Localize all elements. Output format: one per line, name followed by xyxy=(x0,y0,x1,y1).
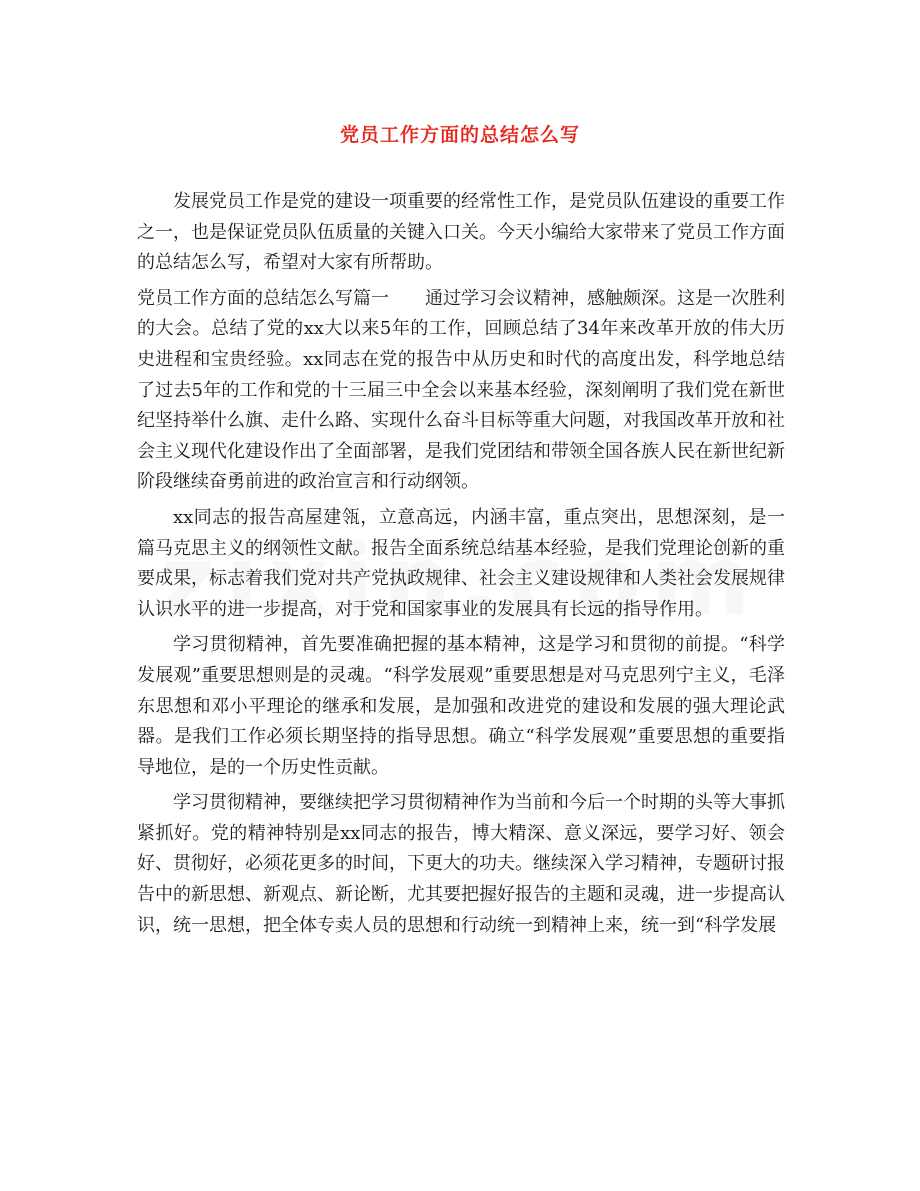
paragraph-intro: 发展党员工作是党的建设一项重要的经常性工作，是党员队伍建设的重要工作之一，也是保证党员队伍质量的关键入口关。今天小编给大家带来了党员工作方面的总结怎么写，希望对大家有所帮助。 xyxy=(137,191,785,274)
paragraph-continue-study: 学习贯彻精神，要继续把学习贯彻精神作为当前和今后一个时期的头等大事抓紧抓好。党的精神特别是xx同志的报告，博大精深、意义深远，要学习好、领会好、贯彻好，必须花更多的时间，下更大的功夫。继续深入学习精神，专题研讨报告中的新思想、新观点、新论断，尤其要把握好报告的主题和灵魂，进一步提高认识，统一思想，把全体专卖人员的思想和行动统一到精神上来，统一到“科学发展 xyxy=(137,792,785,936)
document-title: 党员工作方面的总结怎么写 xyxy=(339,124,580,146)
document-body xyxy=(137,187,785,941)
paragraph-section-one: 党员工作方面的总结怎么写篇一 通过学习会议精神，感触颇深。这是一次胜利的大会。总结了党的xx大以来5年的工作，回顾总结了34年来改革开放的伟大历史进程和宝贵经验。xx同志在党的报告中从历史和时代的高度出发，科学地总结了过去5年的工作和党的十三届三中全会以来基本经验，深刻阐明了我们党在新世纪坚持举什么旗、走什么路、实现什么奋斗目标等重大问题，对我国改革开放和社会主义现代化建设作出了全面部署，是我们党团结和带领全国各族人民在新世纪新阶段继续奋勇前进的政治宣言和行动纲领。 xyxy=(137,287,785,493)
paragraph-report-summary: xx同志的报告高屋建瓴，立意高远，内涵丰富，重点突出，思想深刻，是一篇马克思主义的纲领性文献。报告全面系统总结基本经验，是我们党理论创新的重要成果，标志着我们党对共产党执政规律、社会主义建设规律和人类社会发展规律认识水平的进一步提高，对于党和国家事业的发展具有长远的指导作用。 xyxy=(137,506,785,620)
paragraph-study-spirit: 学习贯彻精神，首先要准确把握的基本精神，这是学习和贯彻的前提。“科学发展观”重要思想则是的灵魂。“科学发展观”重要思想是对马克思列宁主义，毛泽东思想和邓小平理论的继承和发展，是加强和改进党的建设和发展的强大理论武器。是我们工作必须长期坚持的指导思想。确立“科学发展观”重要思想的重要指导地位，是的一个历史性贡献。 xyxy=(137,634,785,778)
